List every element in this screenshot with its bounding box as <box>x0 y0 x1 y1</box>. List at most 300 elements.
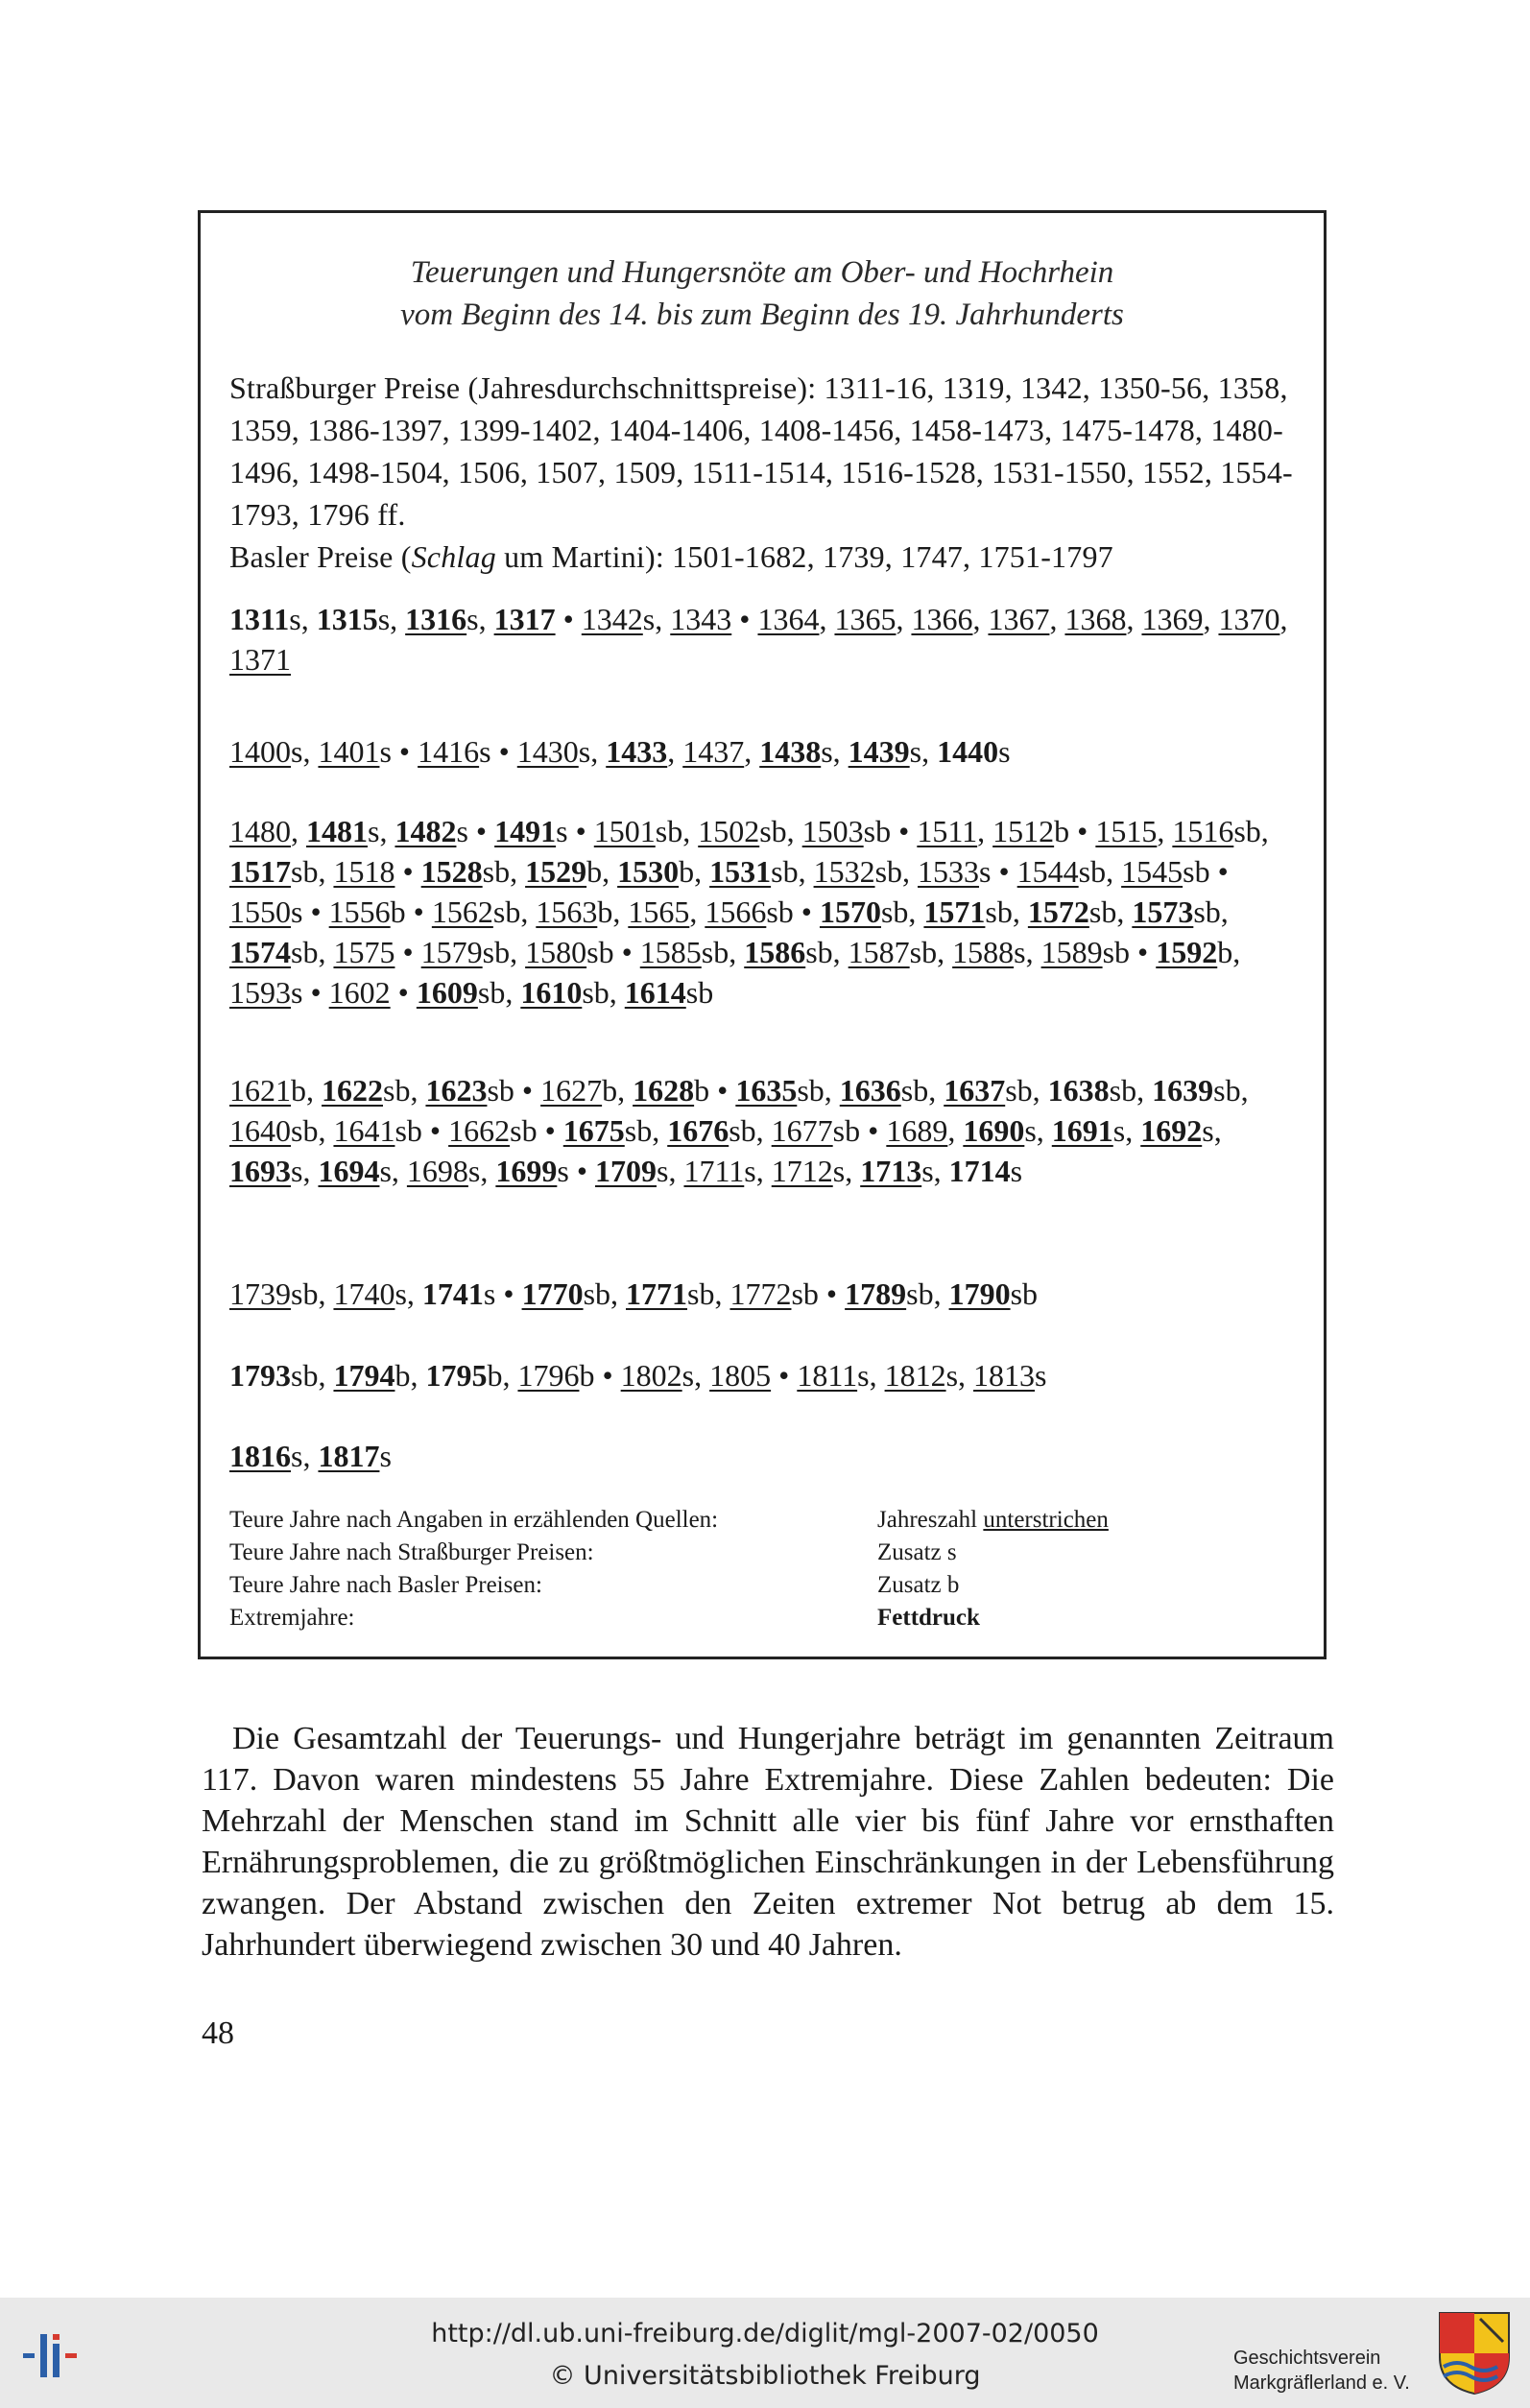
year-separator: , <box>902 854 919 889</box>
year-suffix: sb <box>863 814 892 848</box>
year-entry: 1689 <box>886 1113 948 1148</box>
footer-copyright: © Universitätsbibliothek Freiburg <box>549 2361 981 2391</box>
year-separator: , <box>947 1113 964 1148</box>
year-entry: 1570 <box>819 894 881 929</box>
year-entry: 1771 <box>626 1276 688 1311</box>
years-group-2 <box>229 731 1304 772</box>
year-entry: 1512 <box>992 814 1055 848</box>
year-suffix: s <box>368 814 380 848</box>
year-entry: 1574 <box>229 935 291 969</box>
year-suffix: s <box>909 734 922 769</box>
box-title <box>201 251 1324 336</box>
year-entry: 1440 <box>937 734 999 769</box>
year-entry: 1627 <box>540 1073 603 1108</box>
year-suffix: sb <box>1109 1073 1137 1108</box>
year-separator: , <box>933 1276 949 1311</box>
year-entry: 1586 <box>744 935 806 969</box>
year-entry: 1676 <box>667 1113 729 1148</box>
year-suffix: sb <box>1183 854 1210 889</box>
year-separator: , <box>908 894 924 929</box>
year-separator: • <box>394 854 421 889</box>
org-name-line2: Markgräflerland e. V. <box>1233 2372 1410 2394</box>
table-box <box>198 210 1327 1659</box>
year-suffix: sb <box>766 894 794 929</box>
year-separator: , <box>744 734 760 769</box>
year-suffix: sb <box>900 1073 929 1108</box>
year-separator: , <box>390 602 406 636</box>
legend-row <box>229 1602 1304 1634</box>
year-separator: , <box>798 854 814 889</box>
year-suffix: s <box>291 1154 303 1188</box>
year-suffix: sb <box>1010 1276 1039 1311</box>
year-separator: , <box>379 814 395 848</box>
year-entry: 1795 <box>425 1358 488 1393</box>
year-entry: 1366 <box>911 602 973 636</box>
year-separator: , <box>1116 894 1133 929</box>
org-name-line1: Geschichtsverein <box>1233 2348 1381 2369</box>
year-entry: 1401 <box>318 734 380 769</box>
legend <box>229 1504 1304 1634</box>
year-suffix: sb <box>805 935 833 969</box>
year-separator: , <box>1232 935 1241 969</box>
year-entry: 1571 <box>923 894 986 929</box>
year-entry: 1772 <box>729 1276 792 1311</box>
year-entry: 1439 <box>848 734 910 769</box>
year-entry: 1789 <box>845 1276 907 1311</box>
year-suffix: sb <box>477 975 506 1010</box>
year-separator: , <box>1213 1113 1222 1148</box>
year-entry: 1433 <box>606 734 668 769</box>
year-separator: , <box>1036 1113 1052 1148</box>
year-suffix: s <box>1024 1113 1037 1148</box>
year-entry: 1515 <box>1095 814 1158 848</box>
year-separator: , <box>786 814 802 848</box>
year-separator: , <box>1025 935 1041 969</box>
year-separator: , <box>291 814 306 848</box>
year-separator: , <box>318 1276 334 1311</box>
year-separator: , <box>1220 894 1229 929</box>
year-entry: 1365 <box>834 602 896 636</box>
year-entry: 1639 <box>1152 1073 1214 1108</box>
year-separator: , <box>933 1154 949 1188</box>
year-entry: 1709 <box>595 1154 657 1188</box>
year-suffix: s <box>657 1154 669 1188</box>
year-suffix: s <box>642 602 656 636</box>
year-suffix: s <box>1202 1113 1214 1148</box>
year-entry: 1342 <box>581 602 643 636</box>
year-suffix: b <box>1217 935 1233 969</box>
year-entry: 1573 <box>1132 894 1194 929</box>
year-separator: • <box>709 1073 736 1108</box>
year-entry: 1817 <box>318 1439 380 1473</box>
legend-value: Zusatz s <box>877 1539 957 1565</box>
year-suffix: sb <box>586 935 614 969</box>
basler-years: 1501-1682, 1739, 1747, 1751-1797 <box>672 539 1113 574</box>
year-entry: 1438 <box>759 734 822 769</box>
year-separator: , <box>590 734 607 769</box>
year-separator: , <box>652 1113 668 1148</box>
year-entry: 1315 <box>316 602 378 636</box>
year-separator: , <box>1049 602 1065 636</box>
year-suffix: sb <box>394 1113 422 1148</box>
year-separator: , <box>1012 894 1028 929</box>
footer <box>0 2298 1530 2408</box>
year-suffix: sb <box>583 1276 611 1311</box>
price-sources <box>229 367 1304 578</box>
strassburger-years: 1311-16, 1319, 1342, 1350-56, 1358, 1359, 1386-1397, 1399-1402, 1404-1406, 1408-1456, 1458-1473, 1475-1478, 1480-1496, 1498-1504, 1506, 1507, 1509, 1511-1514, 1516-1528, 1531-1550, 1552, 1554-1793, 1796 ff. <box>229 370 1293 532</box>
year-entry: 1790 <box>948 1276 1011 1311</box>
year-separator: , <box>668 1154 684 1188</box>
year-separator: , <box>510 935 526 969</box>
basler-prices <box>229 536 1304 578</box>
year-suffix: sb <box>759 814 787 848</box>
year-suffix: s <box>857 1358 870 1393</box>
year-entry: 1741 <box>421 1276 484 1311</box>
year-separator: , <box>505 975 521 1010</box>
year-separator: , <box>928 1073 944 1108</box>
basler-mid: um Martini): <box>495 539 673 574</box>
year-suffix: s <box>483 1276 496 1311</box>
year-entry: 1532 <box>813 854 875 889</box>
year-separator: • <box>891 814 918 848</box>
legend-value-prefix: Jahreszahl <box>877 1507 984 1533</box>
year-suffix: sb <box>701 935 729 969</box>
year-suffix: sb <box>1088 894 1117 929</box>
year-suffix: b <box>694 1073 710 1108</box>
years-group-4 <box>229 1070 1304 1191</box>
year-suffix: sb <box>291 1113 319 1148</box>
year-suffix: sb <box>1213 1073 1241 1108</box>
year-entry: 1692 <box>1140 1113 1203 1148</box>
year-suffix: s <box>1010 1154 1023 1188</box>
year-entry: 1699 <box>495 1154 558 1188</box>
year-suffix: sb <box>510 1113 538 1148</box>
year-separator: • <box>467 814 495 848</box>
strassburger-prices <box>229 367 1304 536</box>
year-entry: 1805 <box>709 1358 772 1393</box>
year-entry: 1770 <box>521 1276 584 1311</box>
year-separator: , <box>896 602 912 636</box>
year-separator: • <box>495 1276 522 1311</box>
year-entry: 1545 <box>1121 854 1183 889</box>
year-suffix: b <box>586 854 603 889</box>
year-separator: , <box>609 975 625 1010</box>
year-suffix: s <box>289 602 301 636</box>
year-suffix: s <box>998 734 1011 769</box>
year-separator: , <box>302 734 319 769</box>
year-separator: , <box>1260 814 1269 848</box>
year-suffix: s <box>821 734 833 769</box>
year-entry: 1544 <box>1016 854 1079 889</box>
year-separator: , <box>714 1276 730 1311</box>
year-suffix: sb <box>874 854 903 889</box>
year-suffix: s <box>1014 935 1026 969</box>
year-entry: 1316 <box>405 602 467 636</box>
year-entry: 1592 <box>1156 935 1218 969</box>
year-suffix: sb <box>291 854 319 889</box>
year-suffix: b <box>597 894 613 929</box>
year-suffix: s <box>291 734 303 769</box>
year-suffix: sb <box>291 1276 319 1311</box>
year-entry: 1430 <box>516 734 579 769</box>
year-separator: , <box>610 1276 627 1311</box>
legend-label: Teure Jahre nach Basler Preisen: <box>229 1572 542 1598</box>
basler-prefix: Basler Preise ( <box>229 539 412 574</box>
year-entry: 1518 <box>333 854 395 889</box>
year-separator: , <box>1126 602 1142 636</box>
year-separator: , <box>755 1154 772 1188</box>
year-entry: 1628 <box>633 1073 695 1108</box>
years-group-7 <box>229 1436 1304 1476</box>
year-separator: , <box>318 935 334 969</box>
year-suffix: sb <box>492 894 521 929</box>
year-entry: 1641 <box>333 1113 395 1148</box>
year-separator: , <box>832 734 849 769</box>
footer-url[interactable]: http://dl.ub.uni-freiburg.de/diglit/mgl-2007-02/0050 <box>431 2319 1099 2348</box>
year-suffix: sb <box>482 935 511 969</box>
year-entry: 1566 <box>705 894 767 929</box>
year-separator: , <box>1136 1073 1153 1108</box>
year-entry: 1481 <box>306 814 368 848</box>
year-separator: • <box>302 894 329 929</box>
year-separator: • <box>567 814 594 848</box>
year-separator: • <box>613 935 640 969</box>
year-suffix: s <box>578 734 591 769</box>
year-separator: , <box>306 1073 322 1108</box>
year-entry: 1531 <box>709 854 772 889</box>
year-separator: , <box>1203 602 1219 636</box>
year-separator: , <box>845 1154 861 1188</box>
year-entry: 1501 <box>593 814 656 848</box>
legend-label: Extremjahre: <box>229 1605 355 1631</box>
year-separator: , <box>682 814 699 848</box>
year-entry: 1585 <box>639 935 702 969</box>
year-entry: 1690 <box>963 1113 1025 1148</box>
year-entry: 1563 <box>536 894 598 929</box>
year-suffix: sb <box>291 935 319 969</box>
year-suffix: sb <box>985 894 1013 929</box>
year-entry: 1588 <box>952 935 1015 969</box>
year-separator: • <box>555 602 582 636</box>
year-separator: , <box>410 1073 426 1108</box>
year-entry: 1740 <box>333 1276 395 1311</box>
year-separator: • <box>991 854 1017 889</box>
year-suffix: b <box>679 854 695 889</box>
year-entry: 1675 <box>562 1113 625 1148</box>
year-separator: , <box>1279 602 1288 636</box>
year-separator: , <box>958 1358 974 1393</box>
year-separator: , <box>921 734 938 769</box>
year-entry: 1637 <box>944 1073 1006 1108</box>
year-suffix: s <box>556 814 568 848</box>
year-entry: 1714 <box>948 1154 1011 1188</box>
year-entry: 1575 <box>333 935 395 969</box>
year-separator: , <box>689 894 705 929</box>
year-entry: 1609 <box>416 975 478 1010</box>
year-suffix: b <box>390 894 406 929</box>
year-separator: , <box>478 602 494 636</box>
year-suffix: b <box>602 1073 618 1108</box>
year-separator: , <box>302 1154 319 1188</box>
year-entry: 1694 <box>318 1154 380 1188</box>
year-entry: 1502 <box>698 814 760 848</box>
year-suffix: sb <box>1005 1073 1033 1108</box>
year-entry: 1530 <box>617 854 680 889</box>
year-suffix: s <box>479 734 491 769</box>
year-separator: , <box>510 854 526 889</box>
year-separator: , <box>824 1073 840 1108</box>
legend-value-bold: Fettdruck <box>877 1605 980 1631</box>
year-suffix: s <box>377 602 391 636</box>
year-entry: 1371 <box>229 642 291 677</box>
year-entry: 1528 <box>420 854 483 889</box>
year-suffix: sb <box>880 894 909 929</box>
year-entry: 1621 <box>229 1073 291 1108</box>
year-entry: 1713 <box>860 1154 922 1188</box>
year-entry: 1623 <box>425 1073 488 1108</box>
year-separator: , <box>1157 814 1173 848</box>
year-separator: • <box>793 894 820 929</box>
year-separator: • <box>1209 854 1229 889</box>
year-entry: 1638 <box>1047 1073 1110 1108</box>
year-entry: 1794 <box>333 1358 395 1393</box>
year-separator: • <box>405 894 432 929</box>
year-suffix: sb <box>1102 935 1131 969</box>
year-separator: , <box>480 1154 496 1188</box>
year-entry: 1712 <box>771 1154 833 1188</box>
year-separator: , <box>391 1154 407 1188</box>
year-entry: 1812 <box>884 1358 946 1393</box>
year-entry: 1562 <box>431 894 493 929</box>
year-suffix: s <box>744 1154 756 1188</box>
year-separator: • <box>771 1358 798 1393</box>
years-group-6 <box>229 1355 1304 1395</box>
strassburger-prefix: Straßburger Preise (Jahresdurchschnittspreise): <box>229 370 825 405</box>
year-separator: , <box>977 814 993 848</box>
year-entry: 1610 <box>520 975 583 1010</box>
year-entry: 1636 <box>839 1073 901 1108</box>
year-separator: • <box>568 1154 596 1188</box>
year-entry: 1480 <box>229 814 291 848</box>
year-entry: 1368 <box>1064 602 1127 636</box>
year-separator: , <box>318 854 334 889</box>
legend-row <box>229 1537 1304 1569</box>
year-separator: , <box>1125 1113 1141 1148</box>
body-paragraph: Die Gesamtzahl der Teuerungs- und Hungerjahre beträgt im genannten Zeitraum 117. Davon waren mindestens 55 Jahre Extremjahre. Diese Zahlen bedeuten: Die Mehrzahl der Menschen stand im Schnitt alle vier bis fünf Jahre vor ernsthaften Ernährungsproblemen, die zu größtmöglichen Einschränkungen in der Lebensführung zwangen. Der Abstand zwischen den Zeiten extremer Not betrug ab dem 15. Jahrhundert überwiegend zwischen 30 und 40 Jahren. <box>202 1721 1334 1963</box>
box-title-line1: Teuerungen und Hungersnöte am Ober- und Hochrhein <box>410 255 1114 290</box>
year-entry: 1811 <box>797 1358 858 1393</box>
year-suffix: s <box>291 1439 303 1473</box>
year-suffix: s <box>291 975 303 1010</box>
year-separator: • <box>537 1113 563 1148</box>
year-suffix: sb <box>771 854 799 889</box>
year-entry: 1370 <box>1218 602 1280 636</box>
year-suffix: s <box>379 1439 392 1473</box>
year-separator: • <box>394 935 421 969</box>
legend-label: Teure Jahre nach Straßburger Preisen: <box>229 1539 594 1565</box>
year-entry: 1516 <box>1172 814 1234 848</box>
year-entry: 1640 <box>229 1113 291 1148</box>
year-entry: 1614 <box>624 975 686 1010</box>
year-entry: 1677 <box>771 1113 833 1148</box>
year-suffix: s <box>979 854 992 889</box>
year-suffix: sb <box>487 1073 514 1108</box>
year-suffix: s <box>456 814 468 848</box>
year-entry: 1565 <box>628 894 690 929</box>
year-separator: , <box>502 1358 518 1393</box>
year-separator: • <box>818 1276 846 1311</box>
year-suffix: s <box>379 734 392 769</box>
year-separator: • <box>731 602 758 636</box>
year-entry: 1813 <box>973 1358 1036 1393</box>
year-separator: , <box>937 935 953 969</box>
year-entry: 1739 <box>229 1276 291 1311</box>
year-suffix: s <box>291 894 303 929</box>
year-entry: 1437 <box>682 734 745 769</box>
year-separator: , <box>694 854 710 889</box>
year-separator: • <box>860 1113 887 1148</box>
year-suffix: sb <box>832 1113 861 1148</box>
year-suffix: s <box>379 1154 392 1188</box>
year-entry: 1622 <box>322 1073 383 1108</box>
year-suffix: sb <box>624 1113 653 1148</box>
year-suffix: sb <box>482 854 511 889</box>
year-entry: 1364 <box>757 602 820 636</box>
year-suffix: s <box>832 1154 846 1188</box>
year-entry: 1317 <box>493 602 556 636</box>
legend-value: Zusatz b <box>877 1572 960 1598</box>
year-entry: 1593 <box>229 975 291 1010</box>
year-entry: 1529 <box>525 854 587 889</box>
year-entry: 1691 <box>1051 1113 1113 1148</box>
year-suffix: sb <box>797 1073 825 1108</box>
year-entry: 1635 <box>735 1073 798 1108</box>
year-entry: 1711 <box>683 1154 745 1188</box>
year-suffix: s <box>1035 1358 1047 1393</box>
year-separator: • <box>390 975 417 1010</box>
year-separator: , <box>318 1358 334 1393</box>
year-entry: 1550 <box>229 894 291 929</box>
year-entry: 1793 <box>229 1358 291 1393</box>
year-separator: , <box>300 602 317 636</box>
year-separator: , <box>520 894 537 929</box>
legend-value <box>877 1504 1304 1537</box>
year-separator: , <box>602 854 618 889</box>
year-entry: 1517 <box>229 854 291 889</box>
year-entry: 1311 <box>229 602 290 636</box>
year-suffix: sb <box>685 975 714 1010</box>
year-separator: , <box>410 1358 426 1393</box>
year-suffix: s <box>557 1154 569 1188</box>
year-suffix: sb <box>729 1113 756 1148</box>
legend-value-underlined: unterstrichen <box>983 1507 1109 1533</box>
basler-schlag: Schlag <box>411 539 496 574</box>
coat-of-arms-icon <box>1436 2309 1513 2396</box>
year-suffix: sb <box>687 1276 715 1311</box>
year-suffix: sb <box>1193 894 1221 929</box>
year-separator: , <box>972 602 989 636</box>
year-entry: 1491 <box>494 814 557 848</box>
year-suffix: sb <box>582 975 610 1010</box>
box-title-line2: vom Beginn des 14. bis zum Beginn des 19. Jahrhunderts <box>400 298 1124 332</box>
year-suffix: sb <box>906 1276 934 1311</box>
year-separator: • <box>1130 935 1157 969</box>
years-group-1 <box>229 599 1304 679</box>
year-suffix: s <box>681 1358 695 1393</box>
year-separator: , <box>406 1276 422 1311</box>
year-separator: , <box>612 894 629 929</box>
year-entry: 1662 <box>448 1113 511 1148</box>
